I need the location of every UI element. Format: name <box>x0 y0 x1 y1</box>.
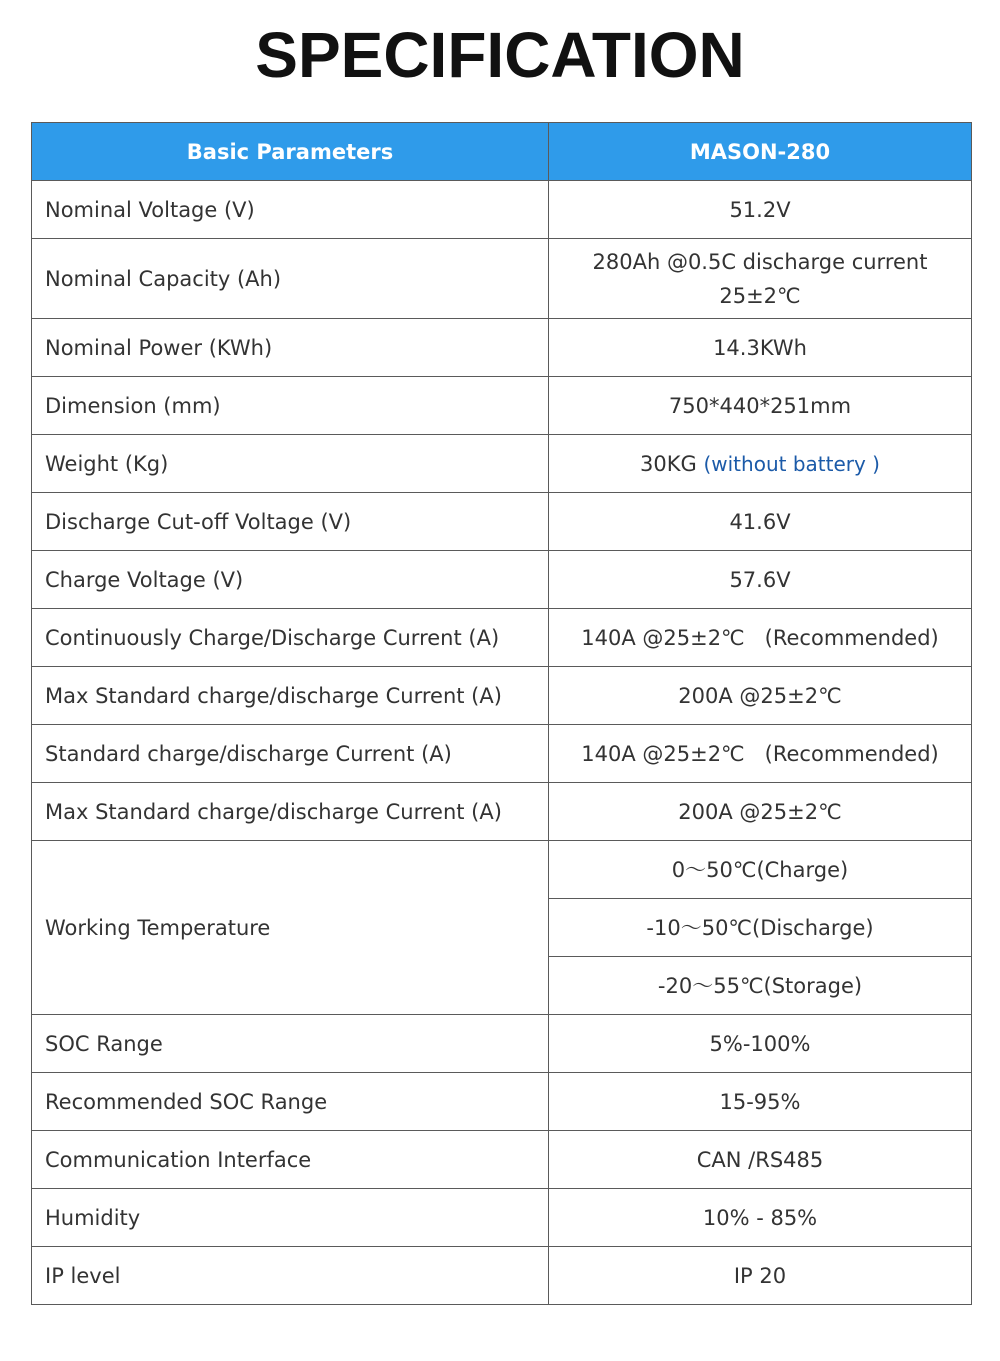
table-row <box>32 1073 972 1131</box>
weight-value: 30KG <box>640 451 697 476</box>
row-value: 200A @25±2℃ <box>549 783 972 841</box>
header-model: MASON-280 <box>549 123 972 181</box>
row-label: Working Temperature <box>32 841 549 1015</box>
row-value: 0～50℃(Charge) <box>549 841 972 899</box>
row-value-line: 280Ah @0.5C discharge current <box>592 249 928 274</box>
row-value: 5%-100% <box>549 1015 972 1073</box>
row-value: 14.3KWh <box>549 319 972 377</box>
row-label: Continuously Charge/Discharge Current (A) <box>32 609 549 667</box>
row-label: Nominal Voltage (V) <box>32 181 549 239</box>
row-label: Dimension (mm) <box>32 377 549 435</box>
header-basic-parameters: Basic Parameters <box>32 123 549 181</box>
row-label: IP level <box>32 1247 549 1305</box>
table-row <box>32 551 972 609</box>
row-value: 15-95% <box>549 1073 972 1131</box>
weight-note: (without battery ) <box>703 451 880 476</box>
row-label: Nominal Capacity (Ah) <box>32 239 549 319</box>
row-label: Charge Voltage (V) <box>32 551 549 609</box>
table-row <box>32 1189 972 1247</box>
row-label: Communication Interface <box>32 1131 549 1189</box>
table-row <box>32 841 972 899</box>
table-row <box>32 377 972 435</box>
row-label: Standard charge/discharge Current (A) <box>32 725 549 783</box>
row-label: Recommended SOC Range <box>32 1073 549 1131</box>
row-label: Nominal Power (KWh) <box>32 319 549 377</box>
row-label: Max Standard charge/discharge Current (A) <box>32 667 549 725</box>
row-value: 10% - 85% <box>549 1189 972 1247</box>
table-row <box>32 1247 972 1305</box>
table-header-row <box>32 123 972 181</box>
table-row <box>32 493 972 551</box>
row-value: 750*440*251mm <box>549 377 972 435</box>
page-title: SPECIFICATION <box>255 19 745 91</box>
row-label: Discharge Cut-off Voltage (V) <box>32 493 549 551</box>
row-value: 57.6V <box>549 551 972 609</box>
row-value: IP 20 <box>549 1247 972 1305</box>
table-row <box>32 783 972 841</box>
table-row <box>32 239 972 319</box>
table-row <box>32 609 972 667</box>
table-row <box>32 1131 972 1189</box>
row-label: SOC Range <box>32 1015 549 1073</box>
table-row <box>32 725 972 783</box>
row-value: -10～50℃(Discharge) <box>549 899 972 957</box>
table-row <box>32 1015 972 1073</box>
spec-table <box>31 122 972 1305</box>
table-row <box>32 319 972 377</box>
row-value-line: 25±2℃ <box>719 283 801 308</box>
row-value: 41.6V <box>549 493 972 551</box>
row-value <box>549 435 972 493</box>
table-row <box>32 667 972 725</box>
row-value: CAN /RS485 <box>549 1131 972 1189</box>
row-label: Weight (Kg) <box>32 435 549 493</box>
row-label: Humidity <box>32 1189 549 1247</box>
table-row <box>32 435 972 493</box>
row-value: 200A @25±2℃ <box>549 667 972 725</box>
row-value <box>549 239 972 319</box>
row-value: 140A @25±2℃ (Recommended) <box>549 609 972 667</box>
row-label: Max Standard charge/discharge Current (A) <box>32 783 549 841</box>
row-value: 51.2V <box>549 181 972 239</box>
row-value: -20～55℃(Storage) <box>549 957 972 1015</box>
table-row <box>32 181 972 239</box>
row-value: 140A @25±2℃ (Recommended) <box>549 725 972 783</box>
